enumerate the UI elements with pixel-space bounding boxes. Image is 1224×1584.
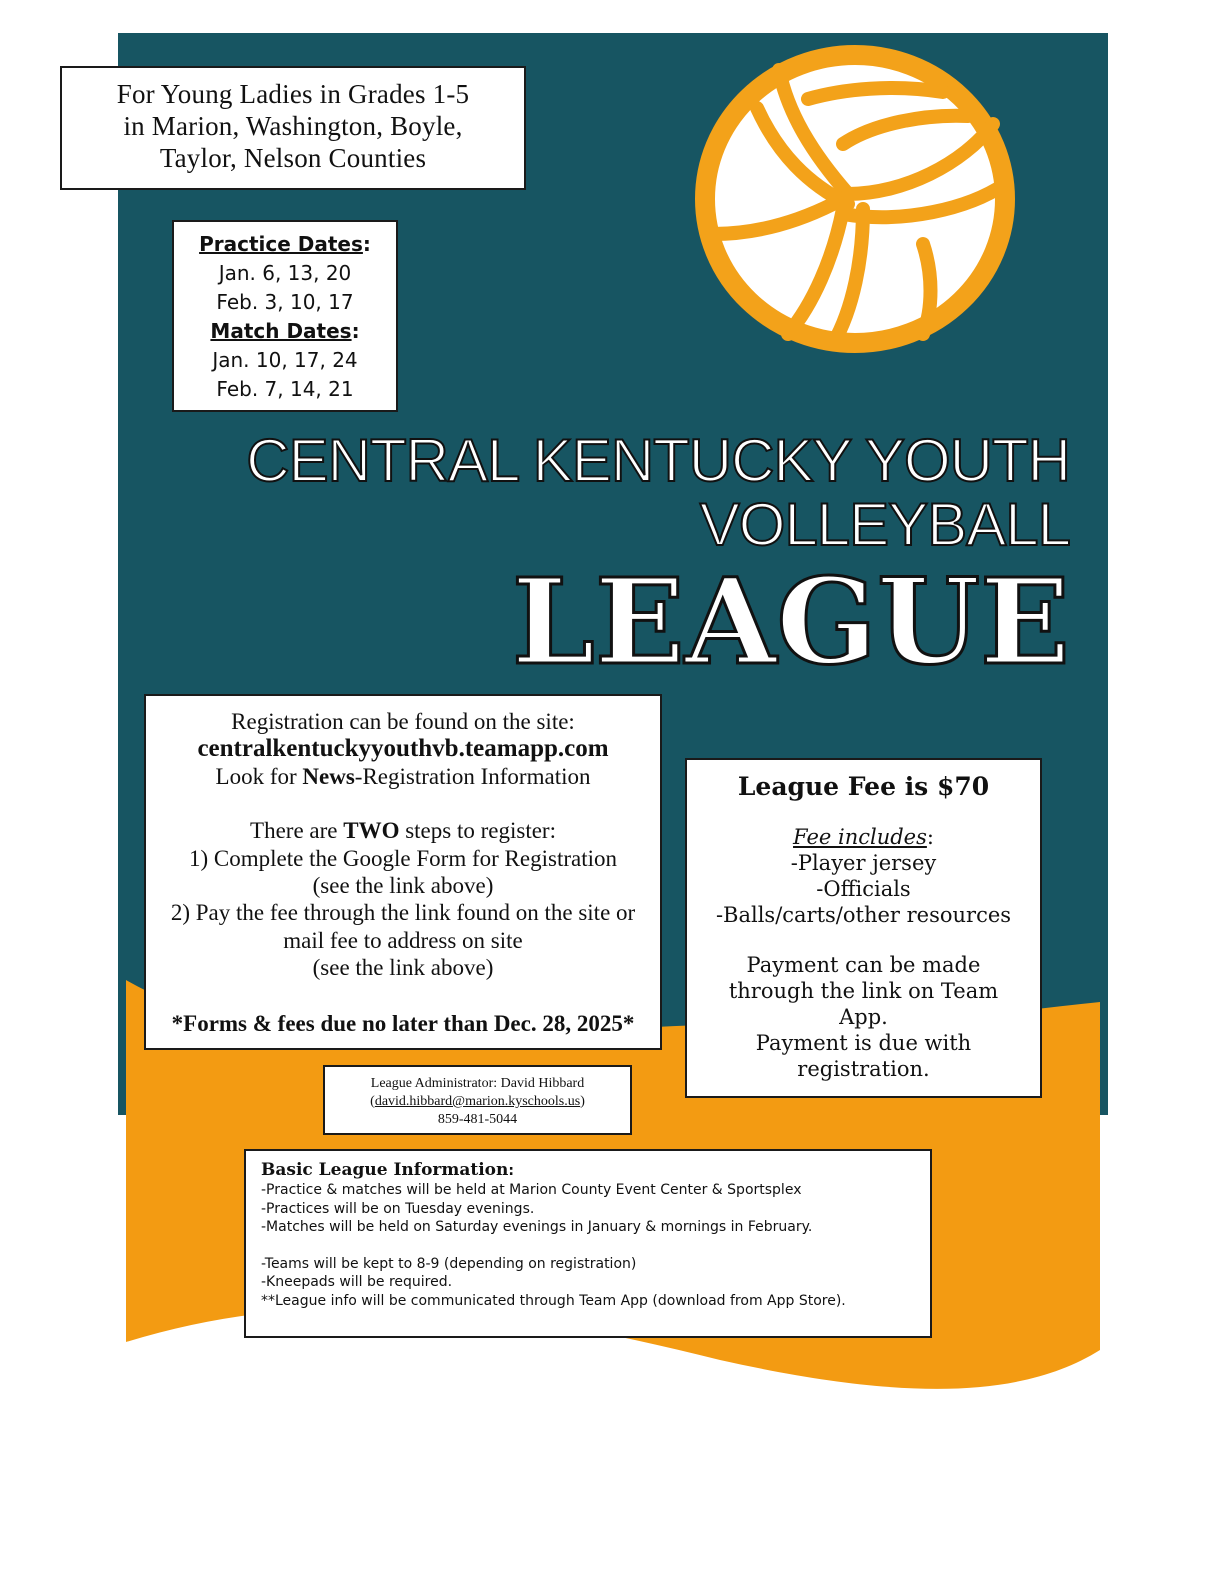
registration-intro: Registration can be found on the site: (231, 709, 575, 734)
title-line-3: LEAGUE (511, 552, 1070, 691)
info-line: -Practices will be on Tuesday evenings. (261, 1200, 535, 1217)
registration-steps-line: There are TWO steps to register: (250, 818, 556, 844)
match-date-jan: Jan. 10, 17, 24 (212, 348, 358, 372)
fee-title: League Fee is $70 (737, 772, 990, 801)
registration-step-2: 2) Pay the fee through the link found on the site or (170, 900, 636, 926)
fee-item: -Officials (816, 877, 911, 901)
fee-item: -Balls/carts/other resources (715, 903, 1012, 927)
admin-box (323, 1065, 632, 1135)
registration-step-1-note: (see the link above) (312, 873, 494, 899)
payment-line: App. (839, 1005, 888, 1029)
payment-line: through the link on Team (728, 979, 999, 1003)
fee-item: -Player jersey (790, 851, 937, 875)
registration-look-line: Look for News-Registration Information (215, 763, 591, 789)
grades-line-1: For Young Ladies in Grades 1-5 (116, 79, 470, 109)
info-line: **League info will be communicated through Team App (download from App Store). (261, 1292, 846, 1309)
dates-box (172, 220, 398, 412)
grades-line-3: Taylor, Nelson Counties (159, 143, 427, 173)
info-line: -Kneepads will be required. (261, 1274, 453, 1291)
basic-info-heading: Basic League Information: (261, 1160, 514, 1180)
info-line: -Teams will be kept to 8-9 (depending on registration) (261, 1255, 637, 1272)
payment-line: Payment can be made (746, 953, 981, 977)
fee-includes-heading: Fee includes: (793, 825, 934, 849)
admin-phone: 859-481-5044 (437, 1112, 518, 1127)
admin-email-line: (david.hibbard@marion.kyschools.us) (370, 1094, 585, 1109)
grades-box (60, 66, 526, 190)
registration-box (144, 694, 662, 1050)
registration-step-1: 1) Complete the Google Form for Registration (189, 845, 617, 871)
fee-box (685, 758, 1042, 1098)
practice-dates-heading: Practice Dates: (199, 232, 371, 256)
info-line: -Matches will be held on Saturday evenings in January & mornings in February. (261, 1219, 813, 1236)
admin-email-link[interactable]: david.hibbard@marion.kyschools.us (374, 1094, 581, 1109)
registration-step-2-note: (see the link above) (312, 955, 494, 981)
admin-name: League Administrator: David Hibbard (370, 1076, 585, 1091)
volleyball-icon (693, 44, 1017, 354)
match-date-feb: Feb. 7, 14, 21 (216, 377, 354, 401)
title-line-2: VOLLEYBALL (699, 491, 1070, 558)
registration-due-date: *Forms & fees due no later than Dec. 28, 2025* (171, 1010, 635, 1036)
info-line: -Practice & matches will be held at Marion County Event Center & Sportsplex (261, 1182, 802, 1198)
payment-line: registration. (797, 1057, 930, 1081)
registration-step-2-cont: mail fee to address on site (283, 927, 523, 953)
match-dates-heading: Match Dates: (210, 319, 360, 343)
practice-date-jan: Jan. 6, 13, 20 (218, 261, 352, 285)
registration-url[interactable]: centralkentuckyyouthvb.teamapp.com (197, 735, 609, 763)
practice-date-feb: Feb. 3, 10, 17 (216, 290, 354, 314)
grades-line-2: in Marion, Washington, Boyle, (123, 111, 463, 141)
title-line-1: CENTRAL KENTUCKY YOUTH (246, 427, 1070, 494)
basic-info-box (244, 1149, 932, 1338)
payment-line: Payment is due with (755, 1031, 972, 1055)
